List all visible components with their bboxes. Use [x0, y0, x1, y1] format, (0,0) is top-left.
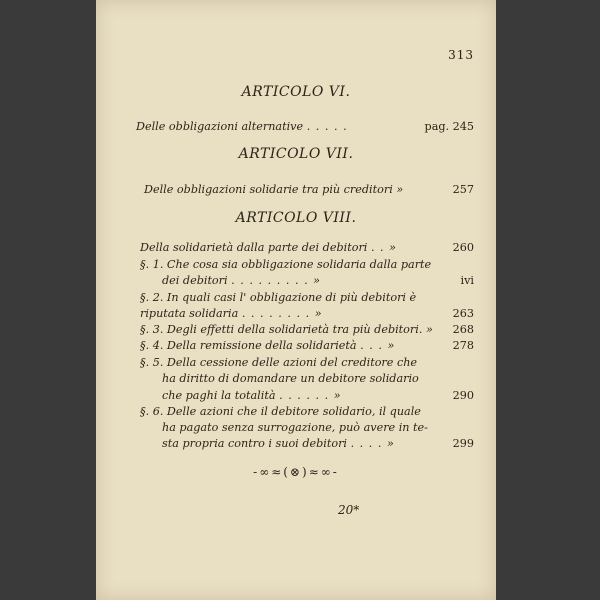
toc-entry-page: 299 — [452, 437, 474, 450]
toc-entry-text-cont: ha pagato senza surrogazione, può avere in te- — [162, 421, 428, 434]
toc-entry-text: §. 1. Che cosa sia obbligazione solidaria dalla parte — [140, 258, 432, 271]
toc-entry-page: ivi — [460, 274, 474, 287]
toc-entry-page: pag. 245 — [424, 120, 474, 133]
toc-entry-text: Della solidarietà dalla parte dei debitori . . » — [140, 241, 398, 254]
toc-entry-page: 268 — [452, 323, 474, 336]
toc-entry-page: 263 — [452, 307, 474, 320]
ornament-divider: -∞≈(⊗)≈∞- — [253, 465, 339, 479]
toc-entry-text: §. 2. In quali casi l' obbligazione di più debitori è — [140, 291, 417, 304]
toc-entry-text-cont: sta propria contro i suoi debitori . . . . » — [162, 437, 395, 450]
section-heading: ARTICOLO VII. — [238, 146, 354, 162]
section-heading: ARTICOLO VIII. — [235, 210, 357, 226]
page-number: 313 — [448, 48, 474, 62]
toc-entry-page: 278 — [452, 339, 474, 352]
toc-entry-text: Delle obbligazioni solidarie tra più creditori » — [144, 183, 405, 196]
toc-entry-text: §. 5. Della cessione delle azioni del creditore che — [140, 356, 418, 369]
signature-mark: 20* — [338, 503, 360, 517]
book-page — [96, 0, 496, 600]
toc-entry-text-cont: dei debitori . . . . . . . . . » — [162, 274, 322, 287]
toc-entry-text-cont: che paghi la totalità . . . . . . » — [162, 389, 342, 402]
toc-entry-page: 257 — [452, 183, 474, 196]
toc-entry-page: 260 — [452, 241, 474, 254]
toc-entry-page: 290 — [452, 389, 474, 402]
toc-entry-text: §. 6. Delle azioni che il debitore solidario, il quale — [140, 405, 421, 418]
toc-entry-text: §. 3. Degli effetti della solidarietà tra più debitori. » — [140, 323, 434, 336]
toc-entry-text: §. 4. Della remissione della solidarietà . . . » — [140, 339, 396, 352]
section-heading: ARTICOLO VI. — [241, 84, 351, 100]
toc-entry-text-cont: riputata solidaria . . . . . . . . » — [140, 307, 323, 320]
toc-entry-text: Delle obbligazioni alternative . . . . . — [136, 120, 348, 133]
toc-entry-text-cont: ha diritto di domandare un debitore solidario — [162, 372, 419, 385]
